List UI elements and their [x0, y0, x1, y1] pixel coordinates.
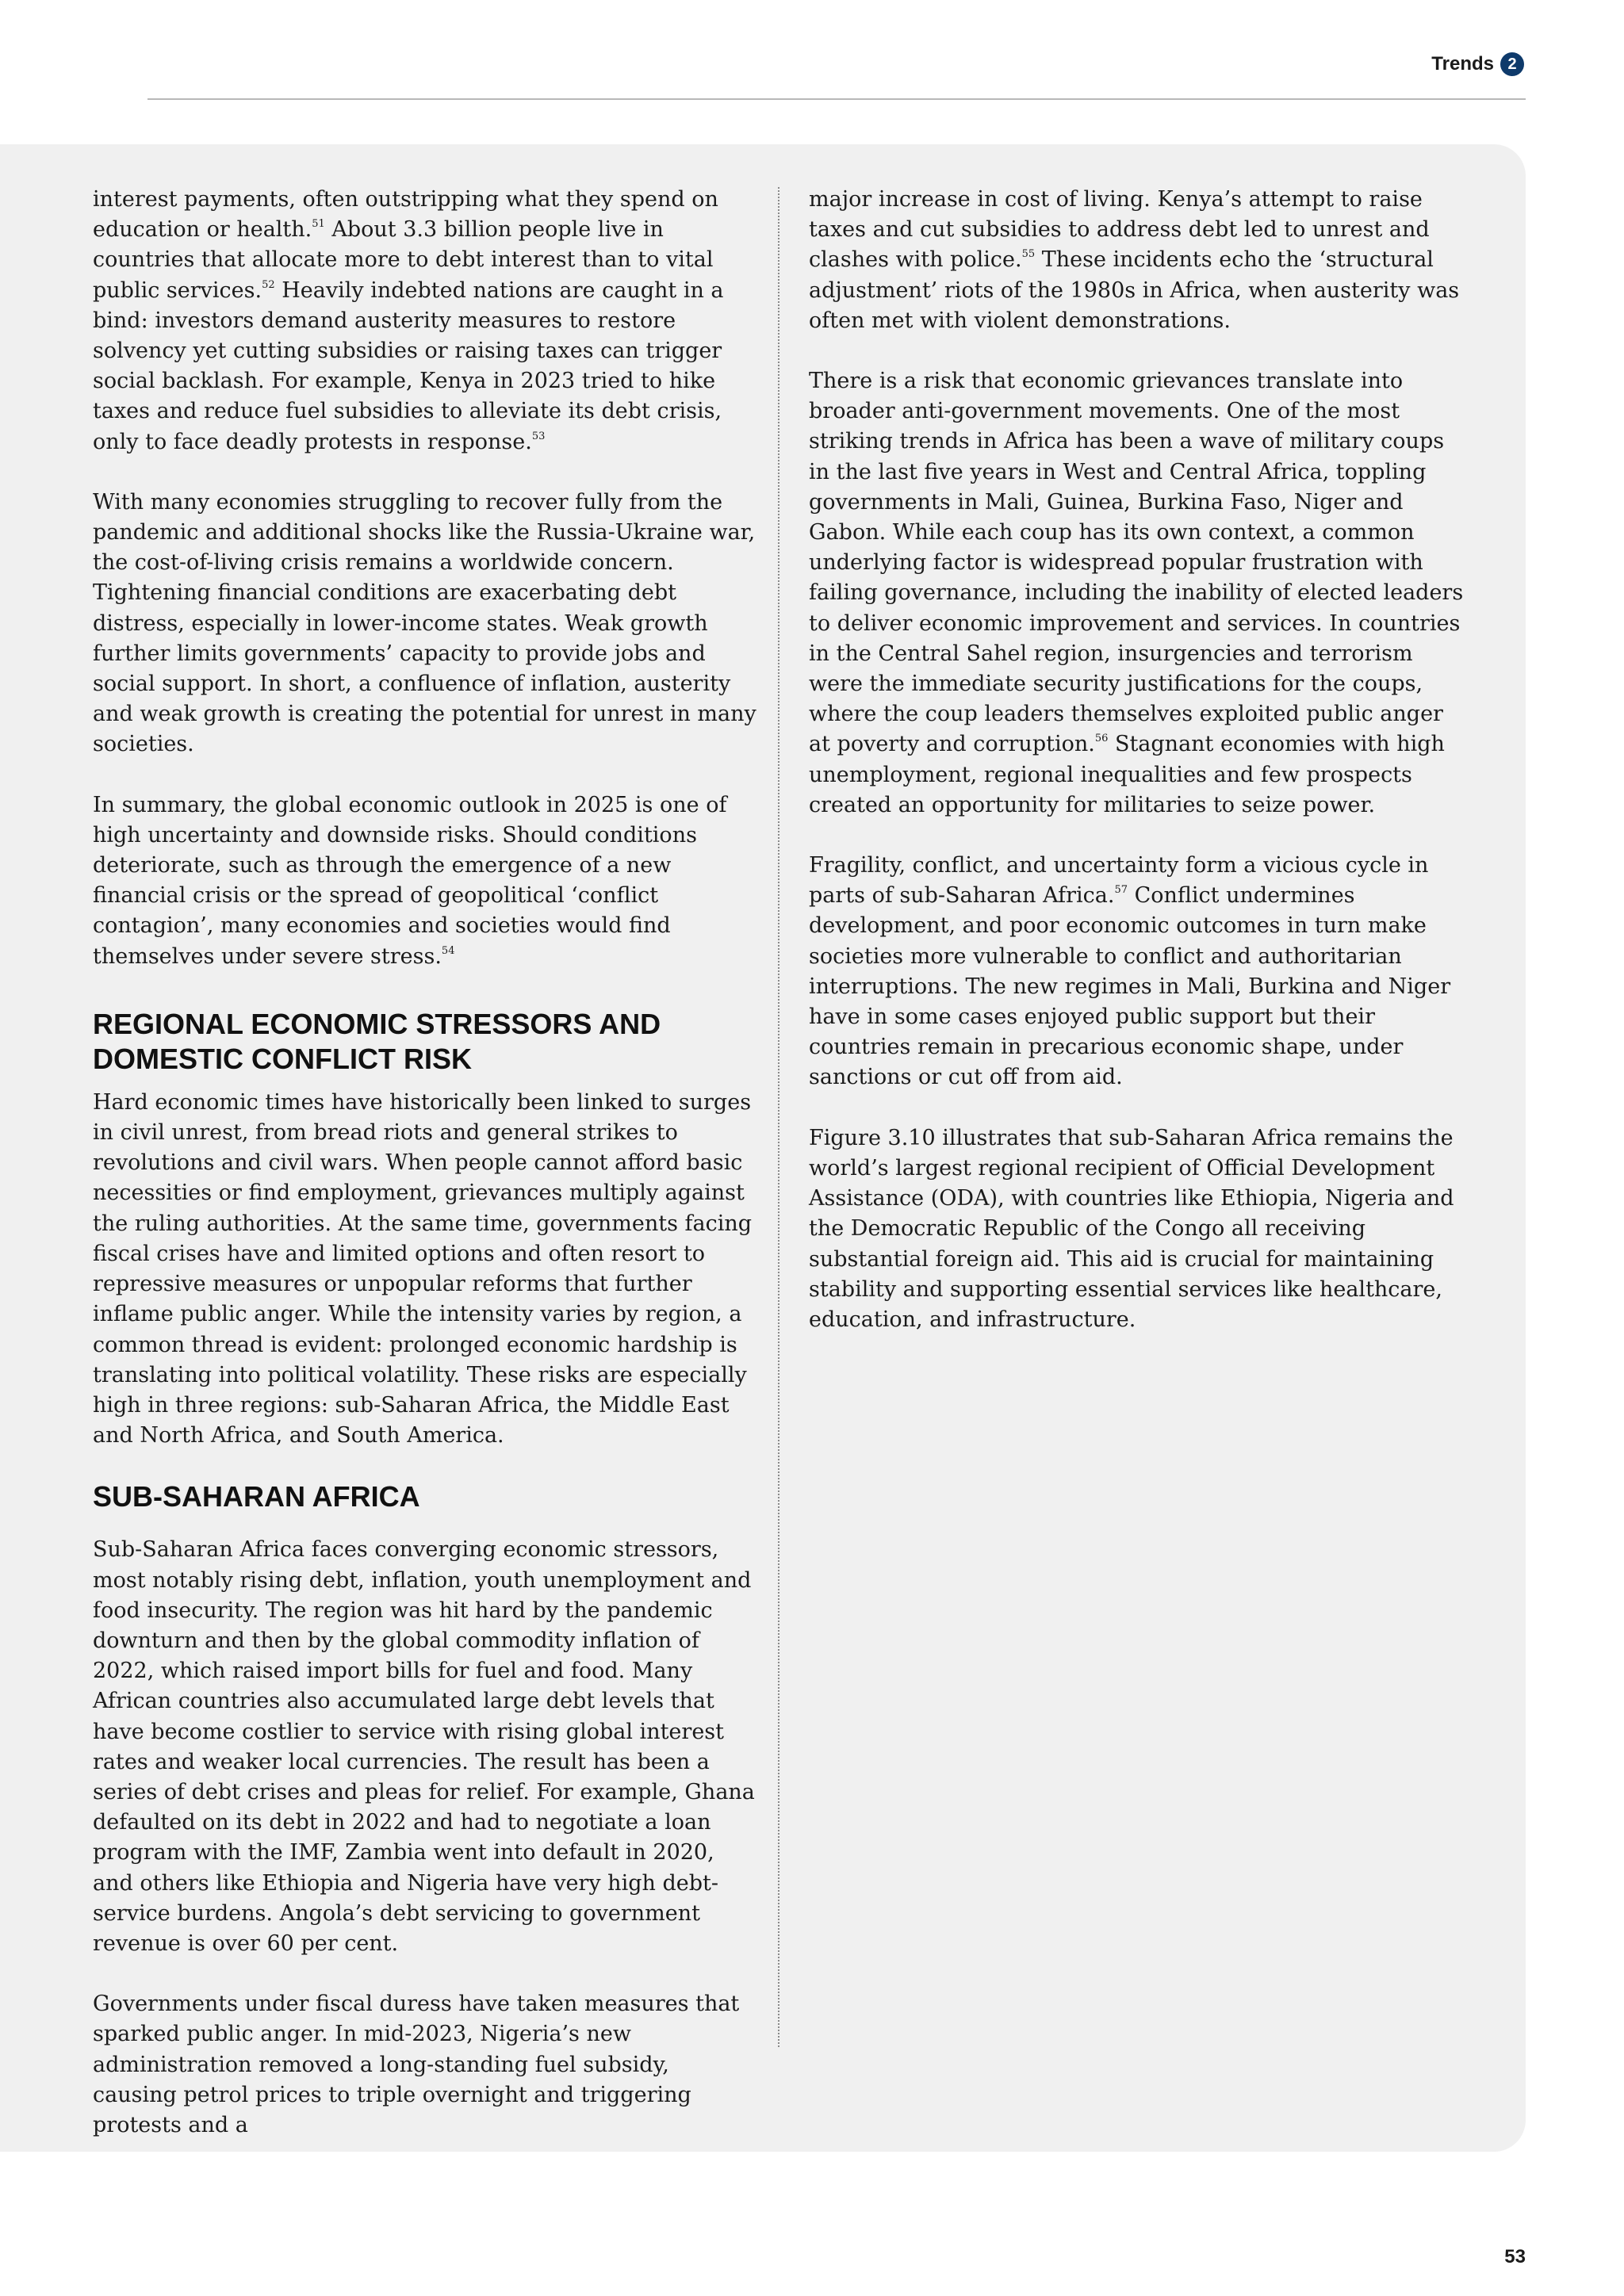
footnote-ref[interactable]: 53 — [531, 430, 546, 442]
paragraph: Hard economic times have historically been linked to surges in civil unrest, from bread riots and general strikes to revolutions and civil wars. When people cannot afford basic necessities or find employment, grievances multiply against the ruling authorities. At the same time, governments facing fiscal crises have and limited options and often resort to repressive measures or unpopular reforms that further inflame public anger. While the intensity varies by region, a common thread is evident: prolonged economic hardship is translating into political volatility. These risks are especially high in three regions: sub-Saharan Africa, the Middle East and North Africa, and South America. — [93, 1089, 753, 1448]
paragraph: Governments under fiscal duress have taken measures that sparked public anger. In mid-2023, Nigeria’s new administration removed a long-standing fuel subsidy, causing petrol prices to triple overnight and triggering protests and a — [93, 1992, 740, 2137]
footnote-ref[interactable]: 56 — [1094, 733, 1109, 745]
footnote-ref[interactable]: 51 — [312, 218, 325, 231]
right-column — [809, 185, 1467, 1365]
footnote-ref[interactable]: 52 — [262, 278, 275, 291]
column-divider — [778, 187, 779, 2047]
footnote-ref[interactable]: 54 — [441, 944, 455, 957]
section-heading: SUB-SAHARAN AFRICA — [93, 1480, 420, 1513]
paragraph: There is a risk that economic grievances translate into broader anti-government movements. One of the most striking trends in Africa has been a wave of military coups in the last five years in West and Central Africa, toppling governments in Mali, Guinea, Burkina Faso, Niger and Gabon. While each coup has its own context, a common underlying factor is widespread popular frustration with failing governance, including the inability of elected leaders to deliver economic improvement and services. In countries in the Central Sahel region, insurgencies and terrorism were the immediate security justifications for the coups, where the coup leaders themselves exploited public anger at poverty and corruption.$^{56}$ Stagnant economies with high unemployment, regional inequalities and few prospects created an opportunity for militaries to seize power. — [809, 369, 1464, 817]
paragraph: Sub-Saharan Africa faces converging economic stressors, most notably rising debt, inflation, youth unemployment and food insecurity. The region was hit hard by the pandemic downturn and then by the global commodity inflation of 2022, which raised import bills for fuel and food. Many African countries also accumulated large debt levels that have become costlier to service with rising global interest rates and weaker local currencies. The result has been a series of debt crises and pleas for relief. For example, Ghana defaulted on its debt in 2022 and had to negotiate a loan program with the IMF, Zambia went into default in 2020, and others like Ethiopia and Nigeria have very high debt-service burdens. Angola’s debt servicing to government revenue is over 60 per cent. — [93, 1537, 755, 1956]
paragraph: With many economies struggling to recover fully from the pandemic and additional shocks like the Russia-Ukraine war, the cost-of-living crisis remains a worldwide concern. Tightening financial conditions are exacerbating debt distress, especially in lower-income states. Weak growth further limits governments’ capacity to provide jobs and social support. In short, a confluence of inflation, austerity and weak growth is creating the potential for unrest in many societies. — [93, 489, 756, 757]
paragraph: In summary, the global economic outlook in 2025 is one of high uncertainty and downside risks. Should conditions deteriorate, such as through the emergence of a new financial crisis or the spread of geopolitical ‘conflict contagion’, many economies and societies would find themselves under severe stress.$^{54}$ — [93, 792, 727, 969]
paragraph: Fragility, conflict, and uncertainty form a vicious cycle in parts of sub-Saharan Africa.$^{57}$ Conflict undermines development, and poor economic outcomes in turn make societies more vulnerable to conflict and authoritarian interruptions. The new regimes in Mali, Burkina and Niger have in some cases enjoyed public support but their countries remain in precarious economic shape, under sanctions or cut off from aid. — [809, 853, 1451, 1090]
footnote-ref[interactable]: 57 — [1114, 884, 1128, 897]
left-column — [93, 185, 759, 2171]
section-title: Trends — [1431, 53, 1494, 75]
paragraph: Figure 3.10 illustrates that sub-Saharan Africa remains the world’s largest regional recipient of Official Development Assistance (ODA), with countries like Ethiopia, Nigeria and the Democratic Republic of the Congo all receiving substantial foreign aid. This aid is crucial for maintaining stability and supporting essential services like healthcare, education, and infrastructure. — [809, 1125, 1454, 1332]
paragraph: interest payments, often outstripping what they spend on education or health.$^{51}$ About 3.3 billion people live in countries that allocate more to debt interest than to vital public services.$^{52}$ Heavily indebted nations are caught in a bind: investors demand austerity measures to restore solvency yet cutting subsidies or raising taxes can trigger social backlash. For example, Kenya in 2023 tried to hike taxes and reduce fuel subsidies to alleviate its debt crisis, only to face deadly protests in response.$^{53}$ — [93, 187, 724, 454]
section-heading: REGIONAL ECONOMIC STRESSORS AND DOMESTIC CONFLICT RISK — [93, 1007, 661, 1075]
paragraph: major increase in cost of living. Kenya’s attempt to raise taxes and cut subsidies to address debt led to unrest and clashes with police.$^{55}$ These incidents echo the ‘structural adjustment’ riots of the 1980s in Africa, when austerity was often met with violent demonstrations. — [809, 187, 1460, 333]
running-header — [1431, 52, 1524, 76]
footnote-ref[interactable]: 55 — [1021, 248, 1036, 261]
page-number: 53 — [1504, 2246, 1526, 2267]
header-rule — [147, 98, 1526, 100]
chapter-number-badge: 2 — [1500, 52, 1524, 76]
